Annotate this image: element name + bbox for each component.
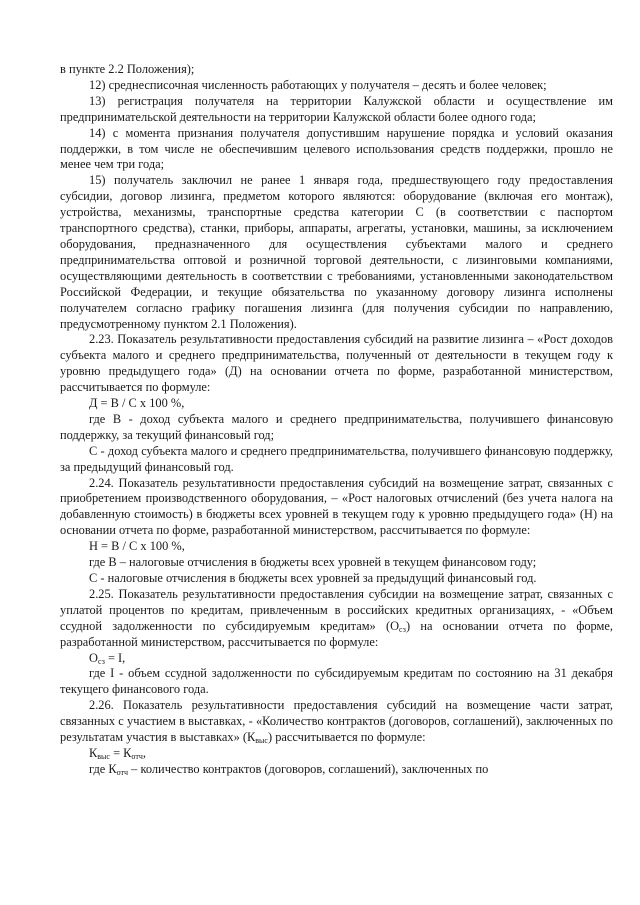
formula-kvys-subscript: выс [97,751,110,761]
paragraph-2-26 [60,698,613,746]
paragraph-2-23: 2.23. Показатель результативности предоставления субсидий на развитие лизинга – «Рост доходов субъекта малого и среднего предпринимательства, полученный от деятельности в текущем году к уровню предыдущего года» (Д) на основании отчета по форме, разработанной министерством, рассчитывается по формуле: [60,332,613,395]
paragraph-2-24-definition-c: С - налоговые отчисления в бюджеты всех уровней за предыдущий финансовый год. [89,571,537,585]
paragraph-2-23-definition-b: где В - доход субъекта малого и среднего предпринимательства, получившего финансовую поддержку, за текущий финансовый год; [60,411,613,442]
formula-kotch-subscript: отч [131,751,143,761]
paragraph-item-14: 14) с момента признания получателя допустившим нарушение порядка и условий оказания поддержки, в том числе не обеспечившим целевого использования средств поддержки, прошло не менее чем три года; [60,125,613,172]
paragraph-item-15: 15) получатель заключил не ранее 1 января года, предшествующего году предоставления субсидии, договор лизинга, предметом которого являются: оборудование (включая его монтаж), устройства, механизмы, транспортные средства категории С (в соответствии с паспортом транспортного средства), станки, приборы, аппараты, агрегаты, установки, машины, за исключением оборудования, предназначенного для осуществления субъектами малого и среднего предпринимательства оптовой и розничной торговой деятельности, с лизинговыми компаниями, осуществляющими деятельность в соответствии с требованиями, установленными законодательством Российской Федерации, и текущие обязательства по указанному договору лизинга исполнены получателем согласно графику погашения лизинга (для получения субсидии по направлению, предусмотренному пунктом 2.1 Положения). [60,173,613,331]
formula-n: Н = В / С х 100 %, [89,539,185,554]
paragraph-2-24: 2.24. Показатель результативности предоставления субсидий на возмещение затрат, связанных с приобретением производственного оборудования, – «Рост налоговых отчислений (без учета налога на добавленную стоимость) в бюджеты всех уровней в текущем году к уровню предыдущего года» (Н) на основании отчета по форме, разработанной министерством, рассчитывается по формуле: [60,475,613,538]
formula-kvys-symbol: К [89,745,98,760]
paragraph-2-24-definition-b: где В – налоговые отчисления в бюджеты всех уровней в текущем финансовом году; [89,555,537,570]
formula-kvys [60,746,613,762]
formula-kvys-end: , [142,745,146,760]
paragraph-continuation: в пункте 2.2 Положения); [60,62,195,76]
formula-osz-symbol: О [89,650,98,665]
paragraph-2-26-definition [60,762,613,778]
paragraph-2-25-definition: где I - объем ссудной задолженности по субсидируемым кредитам по состоянию на 31 декабря текущего финансового года. [60,666,613,697]
subscript-sz: сз [399,624,406,634]
paragraph-item-13: 13) регистрация получателя на территории Калужской области и осуществление им предпринимательской деятельности на территории Калужской области более одного года; [60,93,613,124]
formula-osz [60,651,613,667]
paragraph-2-25-text: 2.25. Показатель результативности предоставления субсидии на возмещение затрат, связанных с уплатой процентов по кредитам, привлеченным в российских кредитных организациях, - «Объем ссудной задолженности по субсидируемым кредитам» (О [60,586,613,633]
paragraph-item-12: 12) среднесписочная численность работающих у получателя – десять и более человек; [89,77,547,92]
formula-osz-rest: = I, [104,650,126,665]
paragraph-2-25-text-end: ) на основании отчета по форме, разработанной министерством, рассчитывается по формуле: [60,618,613,649]
formula-kvys-eq: = К [109,745,132,760]
definition-kotch-text: – количество контрактов (договоров, соглашений), заключенных по [128,761,489,776]
document-page [60,62,613,778]
paragraph-2-26-text: 2.26. Показатель результативности предоставления субсидий на возмещение части затрат, связанных с участием в выставках, - «Количество контрактов (договоров, соглашений), заключенных по результатам участия в выставках» (К [60,698,613,745]
paragraph-2-26-text-end: ) рассчитывается по формуле: [267,730,426,745]
formula-d: Д = В / С х 100 %, [89,396,185,411]
definition-kotch-symbol: где К [89,761,117,776]
formula-osz-subscript: сз [97,656,105,666]
paragraph-2-25 [60,587,613,651]
paragraph-2-23-definition-c: С - доход субъекта малого и среднего предпринимательства, получившего финансовую поддержку, за предыдущий финансовый год. [60,443,613,474]
subscript-vys: выс [255,736,268,746]
definition-kotch-subscript: отч [116,767,129,777]
